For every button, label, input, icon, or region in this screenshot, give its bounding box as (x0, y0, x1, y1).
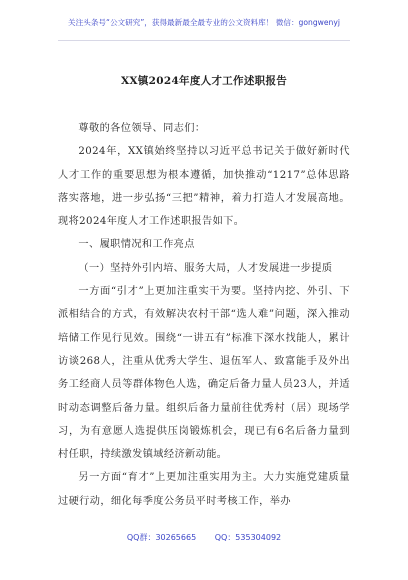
section-heading: 一、履职情况和工作亮点 (78, 239, 195, 251)
paragraph-cultivate: 另一方面“育才”上更加注重实用为主。大力实施党建质量过硬行动，细化每季度公务员平时考核工作，举办 (58, 472, 350, 507)
footer-qq-group: QQ群：30265665 (126, 533, 197, 542)
paragraph-recruit: 一方面“引才”上更加注重实干为要。坚持内挖、外引、下派相结合的方式，有效解决农村干部“选人难”问题，深入推动培储工作见行见效。围绕“一讲五有”标准下深水找能人，累计访谈268人，注重从优秀大学生、退伍军人、致富能手及外出务工经商人员等群体物色人选，确定后备力量人员23人，并适时动态调整后备力量。组织后备力量前往优秀村（居）现场学习，为有意愿人选提供压岗锻炼机会，现已有6名后备力量到村任职，持续激发镇域经济新动能。 (58, 286, 350, 461)
footer-contact (0, 532, 408, 543)
subsection-heading: （一）坚持外引内培、服务大局，人才发展进一步提质 (78, 262, 333, 274)
footer-qq: QQ：535304092 (214, 533, 282, 542)
document-title: XX镇2024年度人才工作述职报告 (120, 75, 288, 87)
header-watermark-note: 关注头条号“公文研究”，获得最新最全最专业的公文资料库！ 微信：gongwenyj (68, 18, 340, 27)
document-body (58, 117, 350, 513)
header-divider (58, 40, 350, 41)
paragraph-intro: 2024年，XX镇始终坚持以习近平总书记关于做好新时代人才工作的重要思想为根本遵循，加快推动“1217”总体思路落实落地，进一步弘扬“三把”精神，着力打造人才发展高地。现将2024年度人才工作述职报告如下。 (58, 146, 350, 228)
salutation: 尊敬的各位领导、同志们： (78, 123, 206, 134)
